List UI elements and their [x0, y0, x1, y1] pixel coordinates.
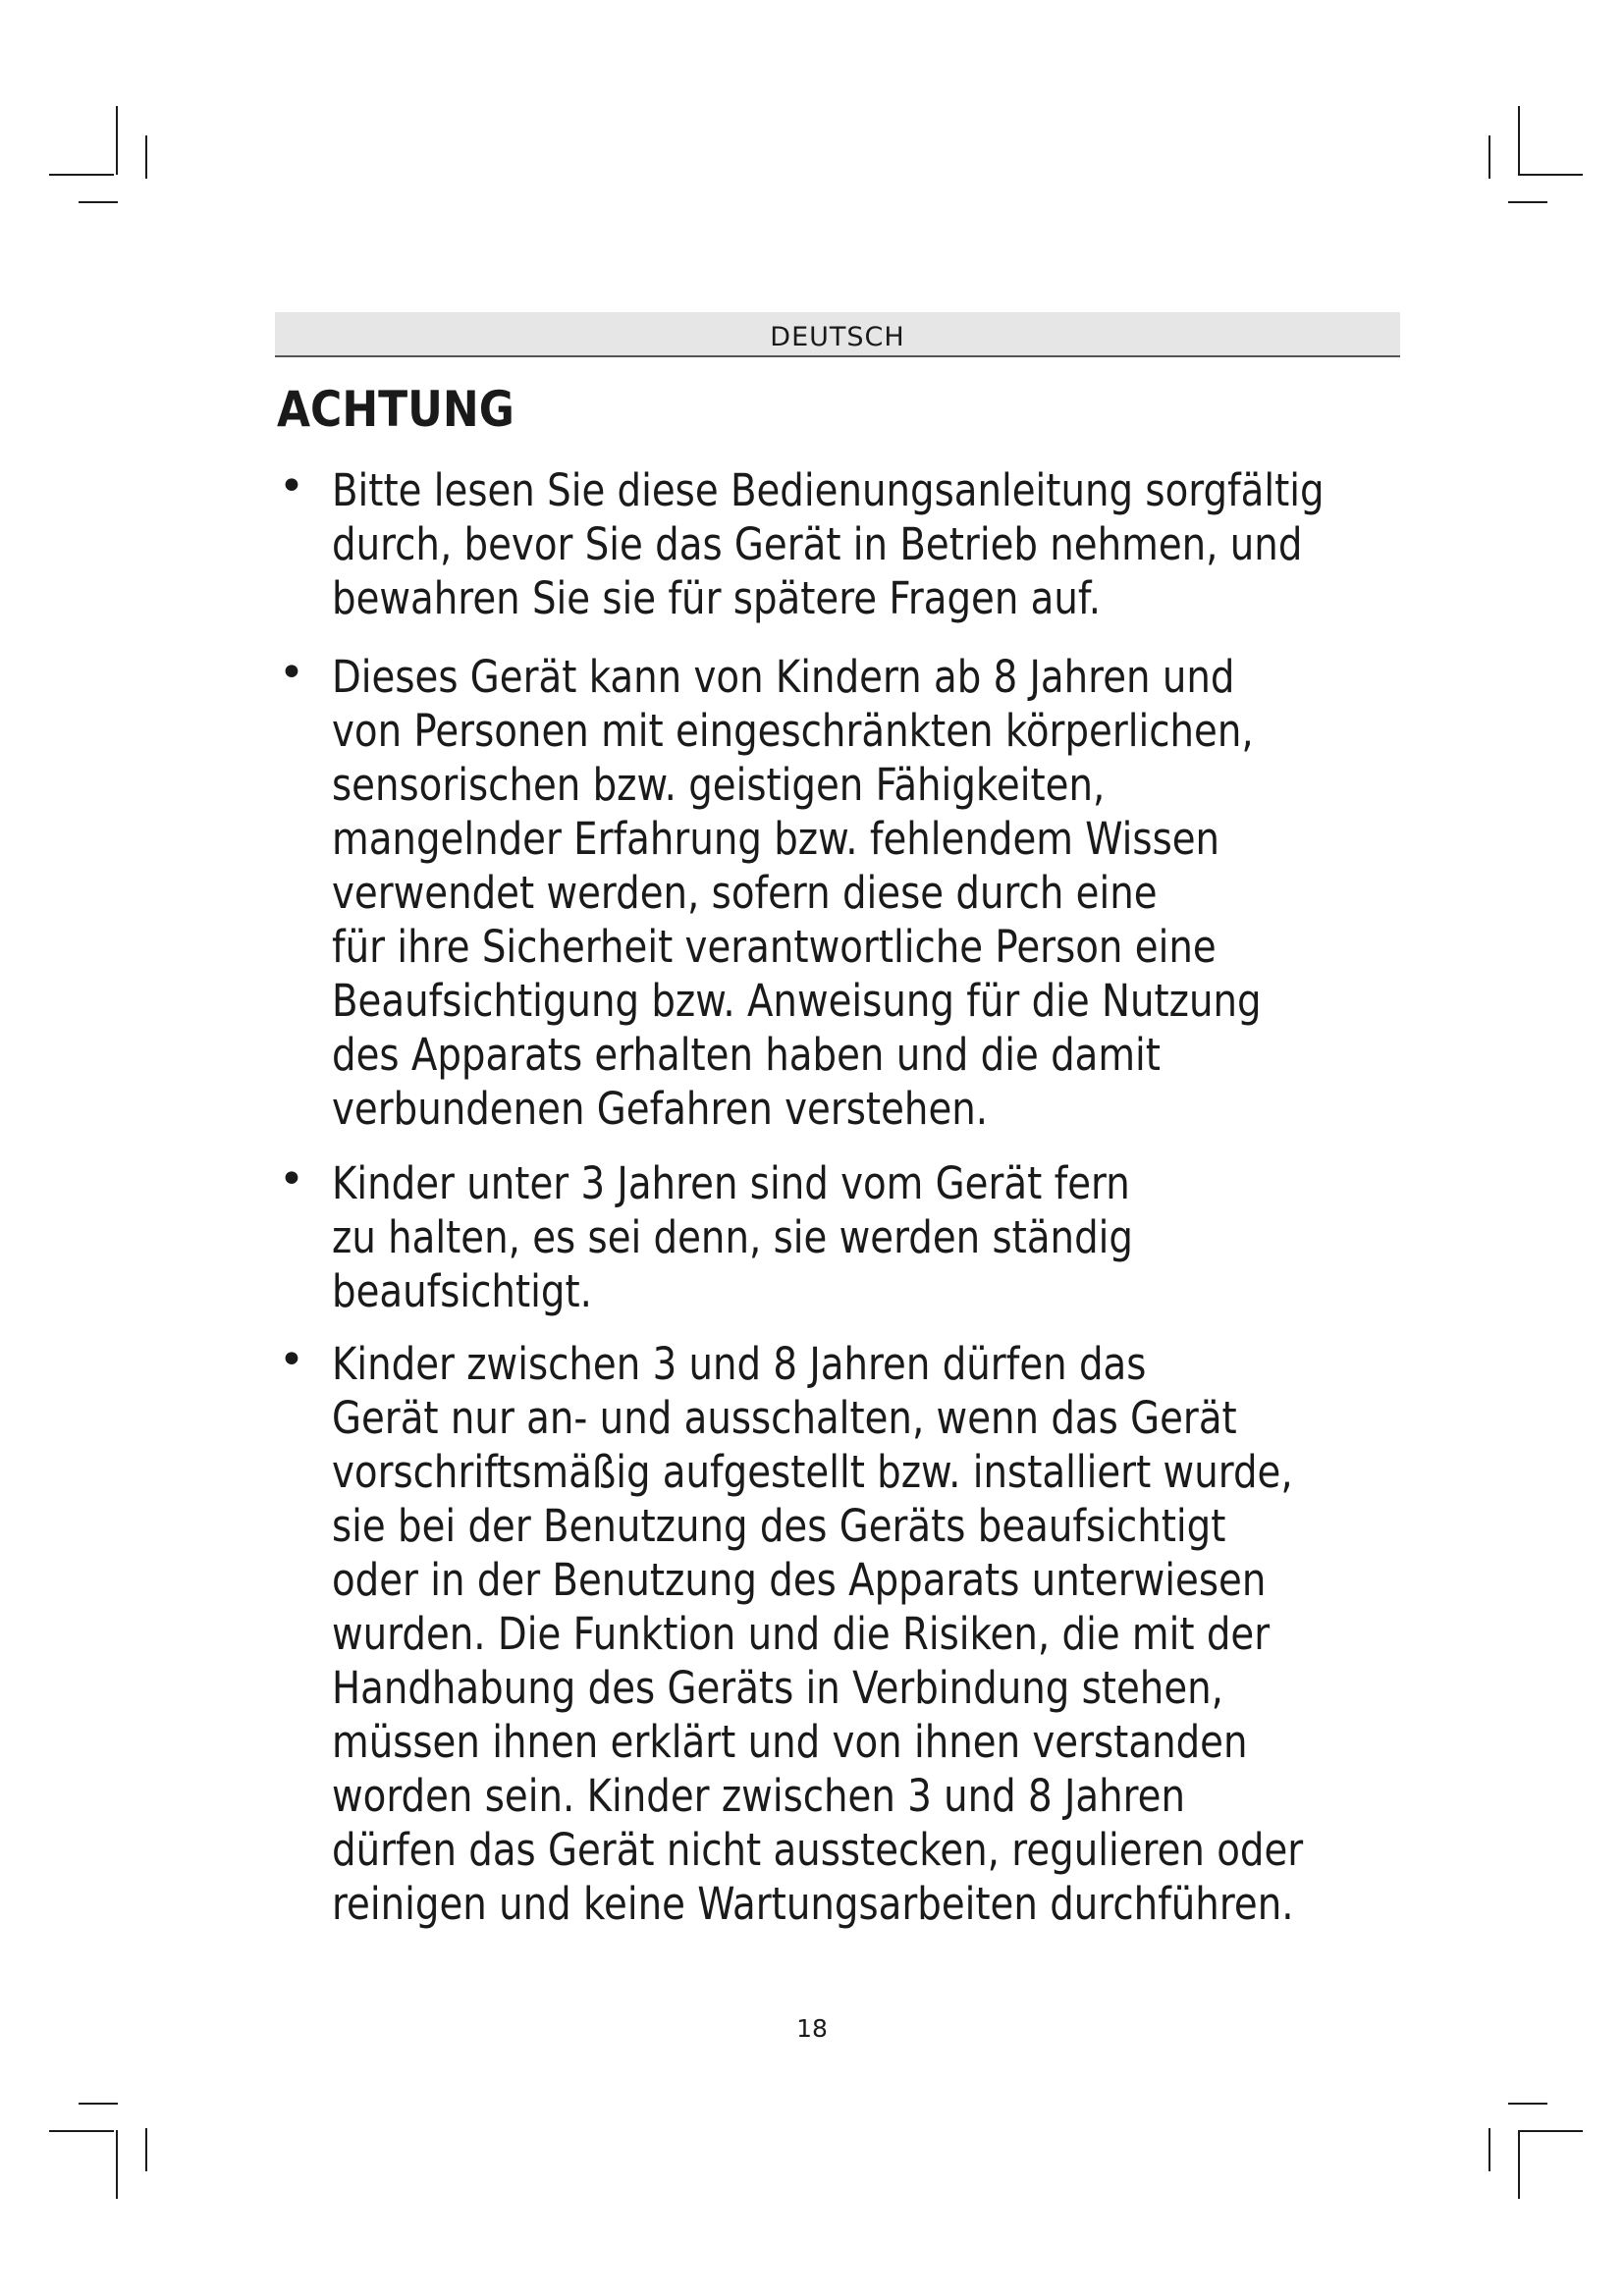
warning-text: Bitte lesen Sie diese Bedienungsanleitung sorgfältig durch, bevor Sie das Gerät in Betrieb nehmen, und bewahren Sie sie für spätere Fragen auf. [332, 464, 1325, 624]
page-number: 18 [796, 2014, 828, 2043]
language-label: DEUTSCH [770, 322, 905, 352]
warning-text: Dieses Gerät kann von Kindern ab 8 Jahren und von Personen mit eingeschränkten körperlichen, sensorischen bzw. geistigen Fähigkeiten, mangelnder Erfahrung bzw. fehlendem Wissen verwendet werden, sofern diese durch eine für ihre Sicherheit verantwortliche Person eine Beaufsichtigung bzw. Anweisung für die Nutzung des Apparats erhalten haben und die damit verbundenen Gefahren verstehen. [332, 651, 1262, 1135]
warning-text: Kinder zwischen 3 und 8 Jahren dürfen das Gerät nur an- und ausschalten, wenn das Gerät vorschriftsmäßig aufgestellt bzw. installiert wurde, sie bei der Benutzung des Geräts beaufsichtigt oder in der Benutzung des Apparats unterwiesen wurden. Die Funktion und die Risiken, die mit der Handhabung des Geräts in Verbindung stehen, müssen ihnen erklärt und von ihnen verstanden worden sein. Kinder zwischen 3 und 8 Jahren dürfen das Gerät nicht ausstecken, regulieren oder reinigen und keine Wartungsarbeiten durchführen. [332, 1338, 1304, 1930]
bullet-icon: • [279, 648, 304, 698]
section-title: ACHTUNG [277, 381, 514, 438]
bullet-icon: • [279, 1154, 304, 1204]
warning-text: Kinder unter 3 Jahren sind vom Gerät fern zu halten, es sei denn, sie werden ständig beaufsichtigt. [332, 1157, 1133, 1317]
bullet-icon: • [279, 1335, 304, 1385]
bullet-icon: • [279, 461, 304, 511]
